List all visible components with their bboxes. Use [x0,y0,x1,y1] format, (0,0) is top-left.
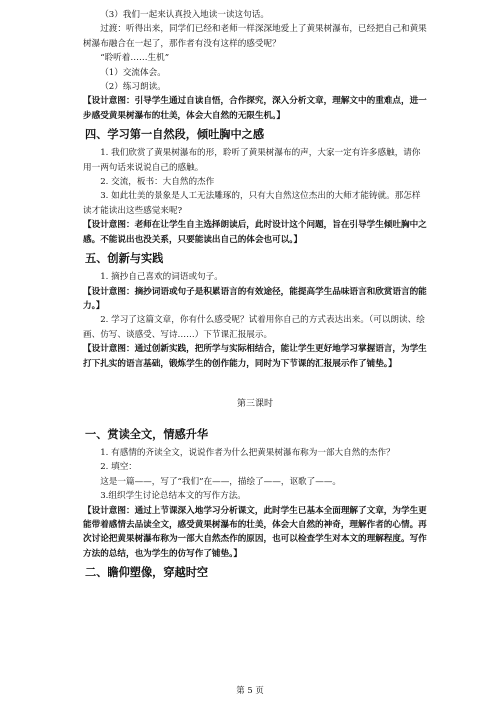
design-intent-note: 【设计意图：通过上节课深入地学习分析课文，此时学生已基本全面理解了文章，为学生更能带着感情去品读全文，感受黄果树瀑布的壮美，体会大自然的神奇，理解作者的心情。再次讨论把黄果树瀑布称为一部大自然杰作的原因，也可以检查学生对本文的理解程度。写作方法的总结，也为学生的仿写作了铺垫。】 [83,505,427,559]
quote-line: “聆听着……生机” [100,53,170,64]
design-intent-note: 【设计意图：老师在让学生自主选择朗读后，此时设计这个问题，旨在引导学生倾吐胸中之感。不能说出也没关系，只要能读出自己的体会也可以。】 [83,220,427,245]
design-intent-note: 【设计意图：引导学生通过自读自悟，合作探究，深入分析文章，理解文中的重难点，进一步感受黄果树瀑布的壮美，体会大自然的无限生机。】 [83,96,427,121]
fill-blank-line: 这是一篇——，写了“我们”在——，描绘了——，讴歌了——。 [100,476,342,487]
design-intent-note: 【设计意图：摘抄词语或句子是积累语言的有效途径，能提高学生品味语言和欣赏语言的能力。】 [83,286,427,311]
design-intent-note: 【设计意图：通过创新实践，把所学与实际相结合，能让学生更好地学习掌握语言，为学生打下扎实的语言基础，锻炼学生的创作能力，同时为下节课的汇报展示作了铺垫。】 [83,344,427,369]
section-heading: 四、学习第一自然段，倾吐胸中之感 [85,128,265,142]
paragraph: （3）我们一起来认真投入地读一读这句话。 [100,10,269,20]
section-heading: 一、赏读全文，情感升华 [85,427,209,441]
list-item: 2. 学习了这篇文章，你有什么感受呢？试着用你自己的方式表达出来。（可以朗读、绘画、仿写、谈感受、写诗……）下节课汇报展示。 [83,315,425,340]
page-content [83,8,427,584]
list-item: 3.组织学生讨论总结本文的写作方法。 [100,491,246,502]
list-item: 3. 如此壮美的景象是人工无法雕琢的，只有大自然这位杰出的大师才能铸就。那怎样读才能读出这些感觉来呢? [83,191,421,216]
list-item: （2）练习朗读。 [100,82,166,93]
list-item: 2. 填空： [100,462,137,473]
list-item: （1）交流体会。 [100,67,166,78]
lesson-title: 第三课时 [236,398,273,409]
page-number: 第 5 页 [236,685,264,695]
list-item: 1. 摘抄自己喜欢的词语或句子。 [100,272,223,283]
list-item: 1. 我们欣赏了黄果树瀑布的形，聆听了黄果树瀑布的声，大家一定有许多感触，请你用一两句话来说说自己的感触。 [83,148,421,173]
paragraph: 过渡：听得出来，同学们已经和老师一样深深地爱上了黄果树瀑布，已经把自己和黄果树瀑布融合在一起了，那作者有没有这样的感受呢？ [83,24,427,49]
list-item: 2. 交流，板书：大自然的杰作 [100,177,215,188]
list-item: 1. 有感情的齐读全文，说说作者为什么把黄果树瀑布称为一部大自然的杰作？ [100,447,395,458]
section-heading: 五、创新与实践 [85,252,164,266]
section-heading: 二、瞻仰塑像，穿越时空 [85,566,209,580]
